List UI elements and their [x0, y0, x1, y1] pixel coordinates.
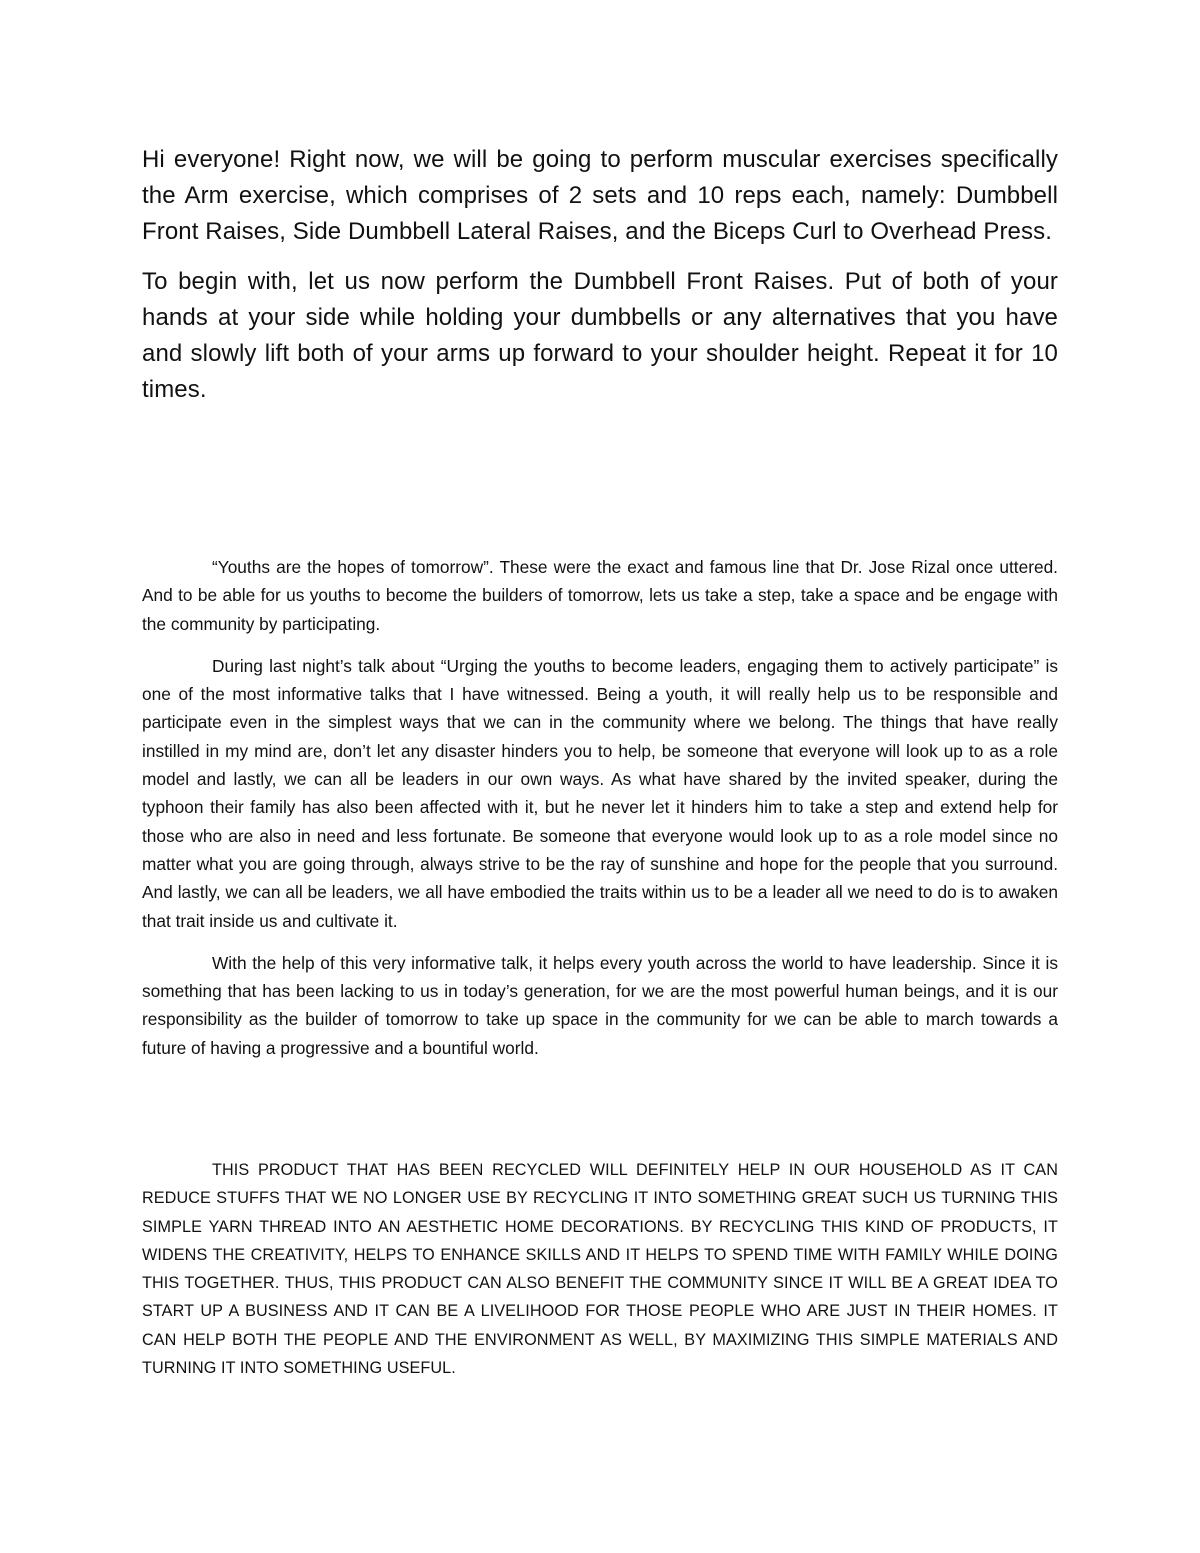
youth-leadership-essay	[142, 553, 1058, 1076]
recycled-product-statement	[142, 1156, 1058, 1382]
product-paragraph: THIS PRODUCT THAT HAS BEEN RECYCLED WILL DEFINITELY HELP IN OUR HOUSEHOLD AS IT CAN REDUCE STUFFS THAT WE NO LONGER USE BY RECYCLING IT INTO SOMETHING GREAT SUCH US TURNING THIS SIMPLE YARN THREAD INTO AN AESTHETIC HOME DECORATIONS. BY RECYCLING THIS KIND OF PRODUCTS, IT WIDENS THE CREATIVITY, HELPS TO ENHANCE SKILLS AND IT HELPS TO SPEND TIME WITH FAMILY WHILE DOING THIS TOGETHER. THUS, THIS PRODUCT CAN ALSO BENEFIT THE COMMUNITY SINCE IT WILL BE A GREAT IDEA TO START UP A BUSINESS AND IT CAN BE A LIVELIHOOD FOR THOSE PEOPLE WHO ARE JUST IN THEIR HOMES. IT CAN HELP BOTH THE PEOPLE AND THE ENVIRONMENT AS WELL, BY MAXIMIZING THIS SIMPLE MATERIALS AND TURNING IT INTO SOMETHING USEFUL.	[142, 1161, 1058, 1378]
essay-paragraph-talk-summary: During last night’s talk about “Urging the youths to become leaders, engaging them to actively participate” is one of the most informative talks that I have witnessed. Being a youth, it will really help us to be responsible and participate even in the simplest ways that we can in the community where we belong. The things that have really instilled in my mind are, don’t let any disaster hinders you to help, be someone that everyone will look up to as a role model and lastly, we can all be leaders in our own ways. As what have shared by the invited speaker, during the typhoon their family has also been affected with it, but he never let it hinders him to take a step and extend help for those who are also in need and less fortunate. Be someone that everyone would look up to as a role model since no matter what you are going through, always strive to be the ray of sunshine and hope for the people that you surround. And lastly, we can all be leaders, we all have embodied the traits within us to be a leader all we need to do is to awaken that trait inside us and cultivate it.	[142, 655, 1058, 931]
exercise-intro-paragraph: Hi everyone! Right now, we will be going to perform muscular exercises specifically the Arm exercise, which comprises of 2 sets and 10 reps each, namely: Dumbbell Front Raises, Side Dumbbell Lateral Raises, and the Biceps Curl to Overhead Press.	[142, 146, 1058, 245]
arm-exercise-instructions	[142, 142, 1058, 422]
essay-paragraph-conclusion: With the help of this very informative talk, it helps every youth across the world to have leadership. Since it is something that has been lacking to us in today’s generation, for we are the most powerful human beings, and it is our responsibility as the builder of tomorrow to take up space in the community for we can be able to march towards a future of having a progressive and a bountiful world.	[142, 952, 1058, 1058]
front-raises-paragraph: To begin with, let us now perform the Dumbbell Front Raises. Put of both of your hands at your side while holding your dumbbells or any alternatives that you have and slowly lift both of your arms up forward to your shoulder height. Repeat it for 10 times.	[142, 268, 1058, 403]
essay-paragraph-rizal-quote: “Youths are the hopes of tomorrow”. These were the exact and famous line that Dr. Jose Rizal once uttered. And to be able for us youths to become the builders of tomorrow, lets us take a step, take a space and be engage with the community by participating.	[142, 557, 1058, 634]
